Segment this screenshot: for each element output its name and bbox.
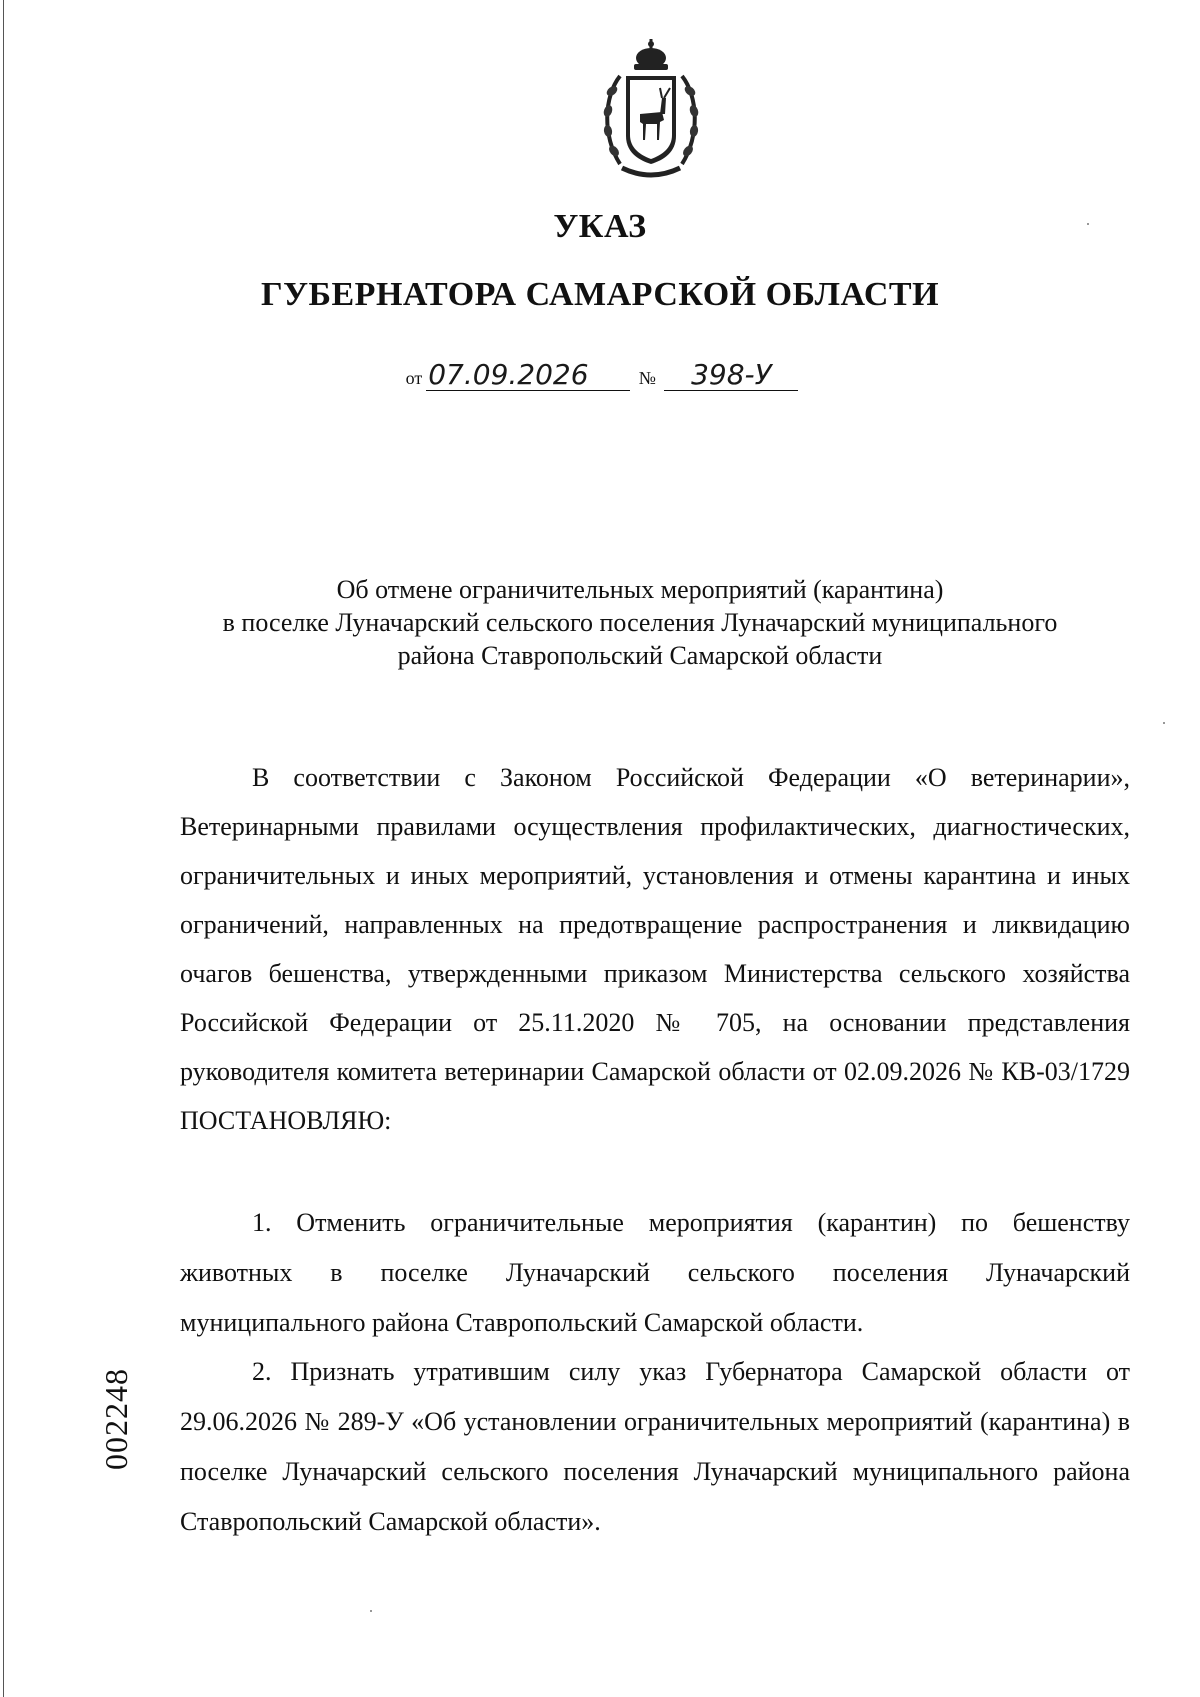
document-title: УКАЗ bbox=[553, 208, 647, 245]
number-label: № bbox=[638, 368, 656, 388]
order-item-1 bbox=[180, 1198, 1130, 1348]
date-number-line bbox=[0, 360, 1200, 391]
preamble-block bbox=[180, 753, 1130, 1145]
handwritten-number: 398-У bbox=[664, 360, 798, 391]
subject-line: Об отмене ограничительных мероприятий (карантина) bbox=[336, 575, 944, 604]
resolve-heading: ПОСТАНОВЛЯЮ: bbox=[180, 1106, 392, 1135]
handwritten-date: 07.09.2026 bbox=[426, 360, 630, 391]
order-item-2 bbox=[180, 1347, 1130, 1547]
scan-speck bbox=[370, 1610, 372, 1612]
order-item-text: 1. Отменить ограничительные мероприятия (карантин) по бешенству животных в поселке Луначарский сельского поселения Луначарский муниципального района Ставропольский Самарской области. bbox=[180, 1208, 1130, 1337]
order-item-text: 2. Признать утратившим силу указ Губернатора Самарской области от 29.06.2026 № 289-У «Об установлении ограничительных мероприятий (карантина) в поселке Луначарский сельского поселения Луначарский муниципального района Ставропольский Самарской области». bbox=[180, 1357, 1130, 1536]
document-subject bbox=[160, 573, 1120, 672]
scan-speck bbox=[1163, 722, 1165, 724]
date-label: от bbox=[405, 368, 423, 388]
preamble-paragraph: В соответствии с Законом Российской Федерации «О ветеринарии», Ветеринарными правилами осуществления профилактических, диагностических, ограничительных и иных мероприятий, установления и отмены карантина и иных ограничений, направленных на предотвращение распространения и ликвидацию очагов бешенства, утвержденными приказом Министерства сельского хозяйства Российской Федерации от 25.11.2020 № 705, на основании представления руководителя комитета ветеринарии Самарской области от 02.09.2026 № КВ-03/1729 bbox=[180, 763, 1130, 1086]
page-edge-line bbox=[3, 0, 4, 1697]
side-registration-code: 002248 bbox=[98, 1368, 134, 1470]
scan-speck bbox=[1087, 223, 1089, 225]
subject-line: в поселке Луначарский сельского поселения Луначарский муниципального bbox=[222, 608, 1058, 637]
samara-region-coat-of-arms-icon bbox=[590, 36, 712, 186]
issuer-title: ГУБЕРНАТОРА САМАРСКОЙ ОБЛАСТИ bbox=[260, 276, 940, 313]
subject-line: района Ставропольский Самарской области bbox=[397, 641, 883, 670]
